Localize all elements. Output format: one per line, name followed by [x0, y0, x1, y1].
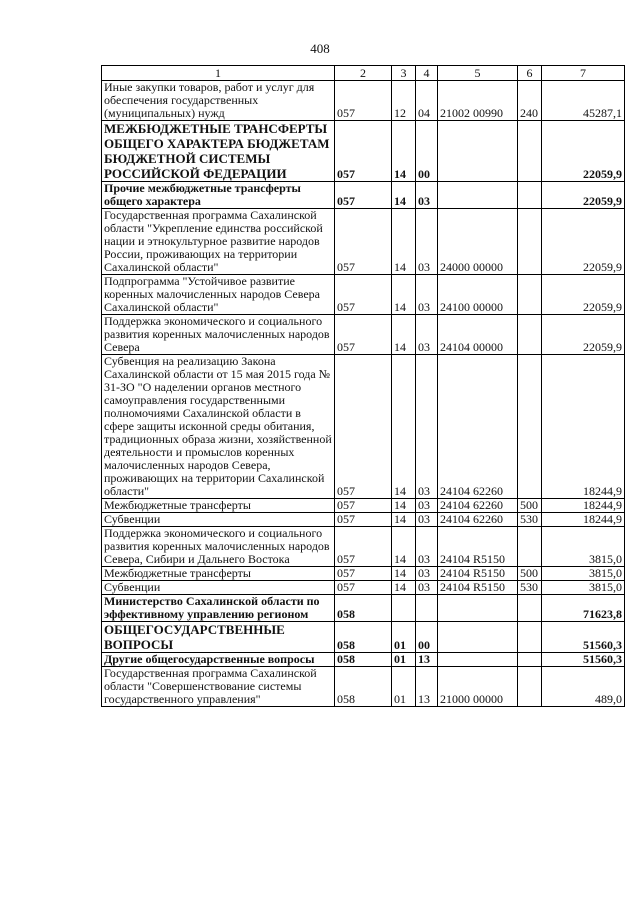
row-rz-cell: [392, 595, 416, 622]
row-name-cell: Другие общегосударственные вопросы: [102, 653, 335, 667]
row-sum-cell: 71623,8: [542, 595, 625, 622]
row-name-cell: МЕЖБЮДЖЕТНЫЕ ТРАНСФЕРТЫ ОБЩЕГО ХАРАКТЕРА БЮДЖЕТАМ БЮДЖЕТНОЙ СИСТЕМЫ РОССИЙСКОЙ ФЕДЕРАЦИИ: [102, 121, 335, 182]
row-csr-cell: 24104 62260: [438, 355, 518, 499]
row-ved-cell: 057: [335, 581, 392, 595]
table-row: [102, 595, 625, 622]
row-ved-cell: 057: [335, 209, 392, 275]
row-rz-cell: 14: [392, 315, 416, 355]
row-vr-cell: [518, 667, 542, 707]
row-csr-cell: [438, 121, 518, 182]
row-rz-cell: 14: [392, 527, 416, 567]
row-pr-cell: 00: [416, 121, 438, 182]
row-pr-cell: 03: [416, 275, 438, 315]
row-pr-cell: 03: [416, 567, 438, 581]
table-row: [102, 581, 625, 595]
row-vr-cell: [518, 355, 542, 499]
row-name-cell: ОБЩЕГОСУДАРСТВЕННЫЕ ВОПРОСЫ: [102, 622, 335, 653]
row-vr-cell: 530: [518, 581, 542, 595]
row-name-cell: Прочие межбюджетные трансферты общего характера: [102, 182, 335, 209]
header-cell: 5: [438, 66, 518, 81]
table-row: [102, 653, 625, 667]
row-sum-cell: 3815,0: [542, 581, 625, 595]
row-pr-cell: [416, 595, 438, 622]
table-row: [102, 121, 625, 182]
row-rz-cell: 01: [392, 667, 416, 707]
row-name-cell: Государственная программа Сахалинской области "Укрепление единства российской нации и этнокультурное развитие народов России, проживающих на территории Сахалинской области": [102, 209, 335, 275]
row-csr-cell: 24100 00000: [438, 275, 518, 315]
row-vr-cell: 240: [518, 81, 542, 121]
table-row: [102, 275, 625, 315]
row-rz-cell: 14: [392, 182, 416, 209]
row-name-cell: Поддержка экономического и социального развития коренных малочисленных народов Севера: [102, 315, 335, 355]
row-sum-cell: 51560,3: [542, 622, 625, 653]
row-ved-cell: 058: [335, 667, 392, 707]
row-pr-cell: 13: [416, 667, 438, 707]
row-name-cell: Субвенции: [102, 513, 335, 527]
row-rz-cell: 14: [392, 567, 416, 581]
row-name-cell: Иные закупки товаров, работ и услуг для обеспечения государственных (муниципальных) нужд: [102, 81, 335, 121]
header-cell: 7: [542, 66, 625, 81]
row-vr-cell: [518, 209, 542, 275]
row-csr-cell: 24104 R5150: [438, 567, 518, 581]
row-ved-cell: 058: [335, 595, 392, 622]
row-ved-cell: 057: [335, 315, 392, 355]
row-name-cell: Межбюджетные трансферты: [102, 499, 335, 513]
row-ved-cell: 057: [335, 499, 392, 513]
row-rz-cell: 14: [392, 275, 416, 315]
table-body: [102, 66, 625, 707]
row-sum-cell: 3815,0: [542, 527, 625, 567]
row-rz-cell: 01: [392, 653, 416, 667]
table-row: [102, 209, 625, 275]
table-row: [102, 315, 625, 355]
table-row: [102, 355, 625, 499]
row-csr-cell: 24104 62260: [438, 499, 518, 513]
page-number: 408: [310, 41, 330, 56]
row-name-cell: Поддержка экономического и социального развития коренных малочисленных народов Севера, Сибири и Дальнего Востока: [102, 527, 335, 567]
row-sum-cell: 51560,3: [542, 653, 625, 667]
row-csr-cell: 24104 00000: [438, 315, 518, 355]
row-vr-cell: [518, 595, 542, 622]
row-sum-cell: 22059,9: [542, 182, 625, 209]
budget-table: [101, 65, 625, 707]
row-sum-cell: 489,0: [542, 667, 625, 707]
row-csr-cell: 24104 R5150: [438, 581, 518, 595]
row-name-cell: Министерство Сахалинской области по эффективному управлению регионом: [102, 595, 335, 622]
table-row: [102, 513, 625, 527]
row-pr-cell: 03: [416, 527, 438, 567]
row-vr-cell: [518, 315, 542, 355]
row-rz-cell: 01: [392, 622, 416, 653]
row-vr-cell: [518, 653, 542, 667]
row-pr-cell: 03: [416, 513, 438, 527]
row-sum-cell: 18244,9: [542, 513, 625, 527]
table-row: [102, 567, 625, 581]
row-vr-cell: [518, 622, 542, 653]
row-pr-cell: 03: [416, 209, 438, 275]
row-vr-cell: [518, 121, 542, 182]
row-sum-cell: 22059,9: [542, 315, 625, 355]
table-row: [102, 81, 625, 121]
row-rz-cell: 12: [392, 81, 416, 121]
row-ved-cell: 057: [335, 81, 392, 121]
row-csr-cell: 24000 00000: [438, 209, 518, 275]
row-ved-cell: 057: [335, 513, 392, 527]
row-rz-cell: 14: [392, 121, 416, 182]
row-ved-cell: 057: [335, 275, 392, 315]
header-cell: 2: [335, 66, 392, 81]
row-csr-cell: [438, 653, 518, 667]
header-cell: 1: [102, 66, 335, 81]
header-cell: 6: [518, 66, 542, 81]
row-pr-cell: 00: [416, 622, 438, 653]
row-sum-cell: 18244,9: [542, 499, 625, 513]
row-ved-cell: 058: [335, 653, 392, 667]
row-csr-cell: 24104 R5150: [438, 527, 518, 567]
row-pr-cell: 03: [416, 581, 438, 595]
row-csr-cell: [438, 595, 518, 622]
table-row: [102, 527, 625, 567]
row-rz-cell: 14: [392, 513, 416, 527]
row-csr-cell: [438, 622, 518, 653]
row-pr-cell: 03: [416, 182, 438, 209]
row-name-cell: Государственная программа Сахалинской области "Совершенствование системы государственного управления": [102, 667, 335, 707]
row-pr-cell: 04: [416, 81, 438, 121]
row-name-cell: Подпрограмма "Устойчивое развитие коренных малочисленных народов Севера Сахалинской области": [102, 275, 335, 315]
row-ved-cell: 057: [335, 355, 392, 499]
table-header-row: [102, 66, 625, 81]
row-csr-cell: [438, 182, 518, 209]
row-vr-cell: 530: [518, 513, 542, 527]
row-sum-cell: 18244,9: [542, 355, 625, 499]
row-ved-cell: 058: [335, 622, 392, 653]
row-csr-cell: 21000 00000: [438, 667, 518, 707]
row-sum-cell: 22059,9: [542, 121, 625, 182]
row-rz-cell: 14: [392, 209, 416, 275]
row-vr-cell: [518, 275, 542, 315]
row-pr-cell: 03: [416, 355, 438, 499]
row-vr-cell: [518, 527, 542, 567]
table-row: [102, 182, 625, 209]
row-pr-cell: 13: [416, 653, 438, 667]
row-ved-cell: 057: [335, 121, 392, 182]
row-name-cell: Субвенции: [102, 581, 335, 595]
row-vr-cell: 500: [518, 567, 542, 581]
row-rz-cell: 14: [392, 355, 416, 499]
row-ved-cell: 057: [335, 567, 392, 581]
row-name-cell: Субвенция на реализацию Закона Сахалинской области от 15 мая 2015 года № 31-ЗО "О наделении органов местного самоуправления государственными полномочиями Сахалинской области в сфере защиты исконной среды обитания, традиционных образа жизни, хозяйственной деятельности и промыслов коренных малочисленных народов Севера, проживающих на территории Сахалинской области": [102, 355, 335, 499]
row-csr-cell: 24104 62260: [438, 513, 518, 527]
table-row: [102, 667, 625, 707]
row-pr-cell: 03: [416, 499, 438, 513]
table-row: [102, 499, 625, 513]
header-cell: 4: [416, 66, 438, 81]
row-pr-cell: 03: [416, 315, 438, 355]
row-sum-cell: 22059,9: [542, 209, 625, 275]
row-sum-cell: 22059,9: [542, 275, 625, 315]
row-rz-cell: 14: [392, 499, 416, 513]
row-rz-cell: 14: [392, 581, 416, 595]
row-sum-cell: 3815,0: [542, 567, 625, 581]
row-sum-cell: 45287,1: [542, 81, 625, 121]
row-vr-cell: [518, 182, 542, 209]
table-row: [102, 622, 625, 653]
row-name-cell: Межбюджетные трансферты: [102, 567, 335, 581]
header-cell: 3: [392, 66, 416, 81]
row-ved-cell: 057: [335, 527, 392, 567]
row-vr-cell: 500: [518, 499, 542, 513]
row-csr-cell: 21002 00990: [438, 81, 518, 121]
row-ved-cell: 057: [335, 182, 392, 209]
